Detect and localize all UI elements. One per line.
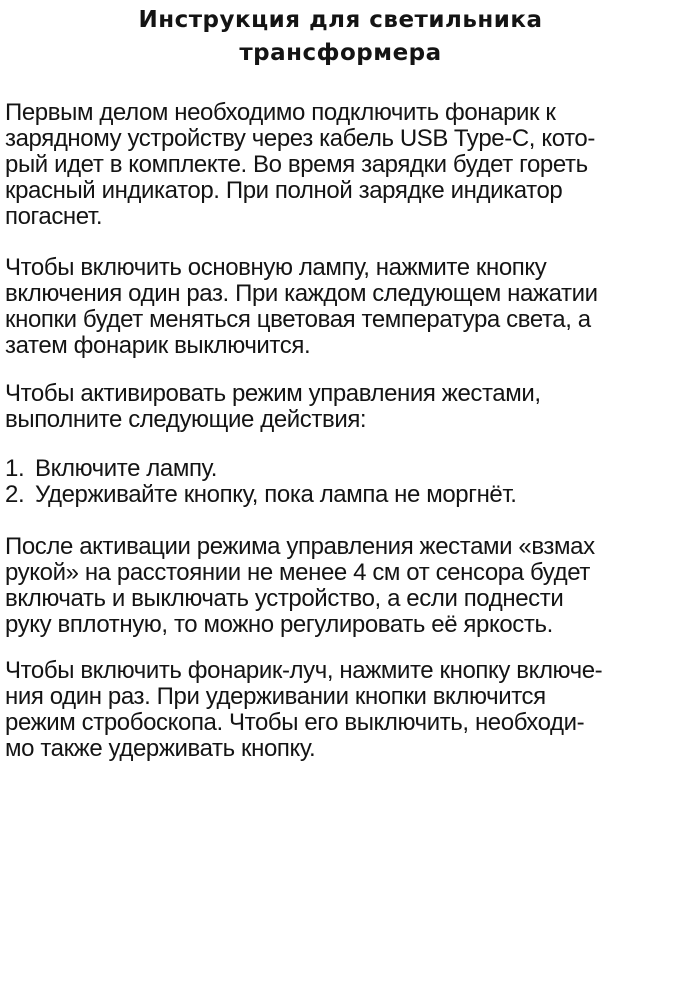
paragraph-gesture-intro bbox=[5, 381, 541, 433]
text-line: Чтобы включить фонарик-луч, нажмите кнопку включе- bbox=[5, 657, 603, 684]
steps-list bbox=[5, 456, 517, 508]
list-item bbox=[5, 482, 517, 508]
text-line: Первым делом необходимо подключить фонарик к bbox=[5, 99, 556, 126]
text-line: зарядному устройству через кабель USB Type-C, кото- bbox=[5, 125, 595, 152]
list-number: 1. bbox=[5, 455, 25, 482]
text-line: выполните следующие действия: bbox=[5, 406, 367, 433]
list-item bbox=[5, 456, 517, 482]
paragraph-beam bbox=[5, 658, 602, 762]
list-text: Включите лампу. bbox=[35, 455, 218, 482]
title-line-1: Инструкция для светильника bbox=[138, 7, 543, 33]
text-line: мо также удерживать кнопку. bbox=[5, 735, 316, 762]
text-line: включать и выключать устройство, а если поднести bbox=[5, 585, 564, 612]
list-number: 2. bbox=[5, 481, 25, 508]
text-line: ния один раз. При удерживании кнопки включится bbox=[5, 683, 546, 710]
text-line: рукой» на расстоянии не менее 4 см от сенсора будет bbox=[5, 559, 590, 586]
text-line: режим стробоскопа. Чтобы его выключить, необходи- bbox=[5, 709, 585, 736]
title-line-2: трансформера bbox=[239, 40, 442, 66]
text-line: кнопки будет меняться цветовая температура света, а bbox=[5, 306, 591, 333]
text-line: рый идет в комплекте. Во время зарядки будет гореть bbox=[5, 151, 588, 178]
text-line: Чтобы включить основную лампу, нажмите кнопку bbox=[5, 254, 547, 281]
paragraph-gesture-control bbox=[5, 534, 595, 638]
list-text: Удерживайте кнопку, пока лампа не моргнёт. bbox=[35, 481, 517, 508]
text-line: руку вплотную, то можно регулировать её яркость. bbox=[5, 611, 553, 638]
text-line: затем фонарик выключится. bbox=[5, 332, 311, 359]
text-line: красный индикатор. При полной зарядке индикатор bbox=[5, 177, 563, 204]
page-title bbox=[0, 4, 681, 70]
text-line: Чтобы активировать режим управления жестами, bbox=[5, 380, 541, 407]
paragraph-charging bbox=[5, 100, 595, 230]
text-line: погаснет. bbox=[5, 203, 103, 230]
text-line: После активации режима управления жестами «взмах bbox=[5, 533, 595, 560]
text-line: включения один раз. При каждом следующем нажатии bbox=[5, 280, 598, 307]
paragraph-main-lamp bbox=[5, 255, 598, 359]
